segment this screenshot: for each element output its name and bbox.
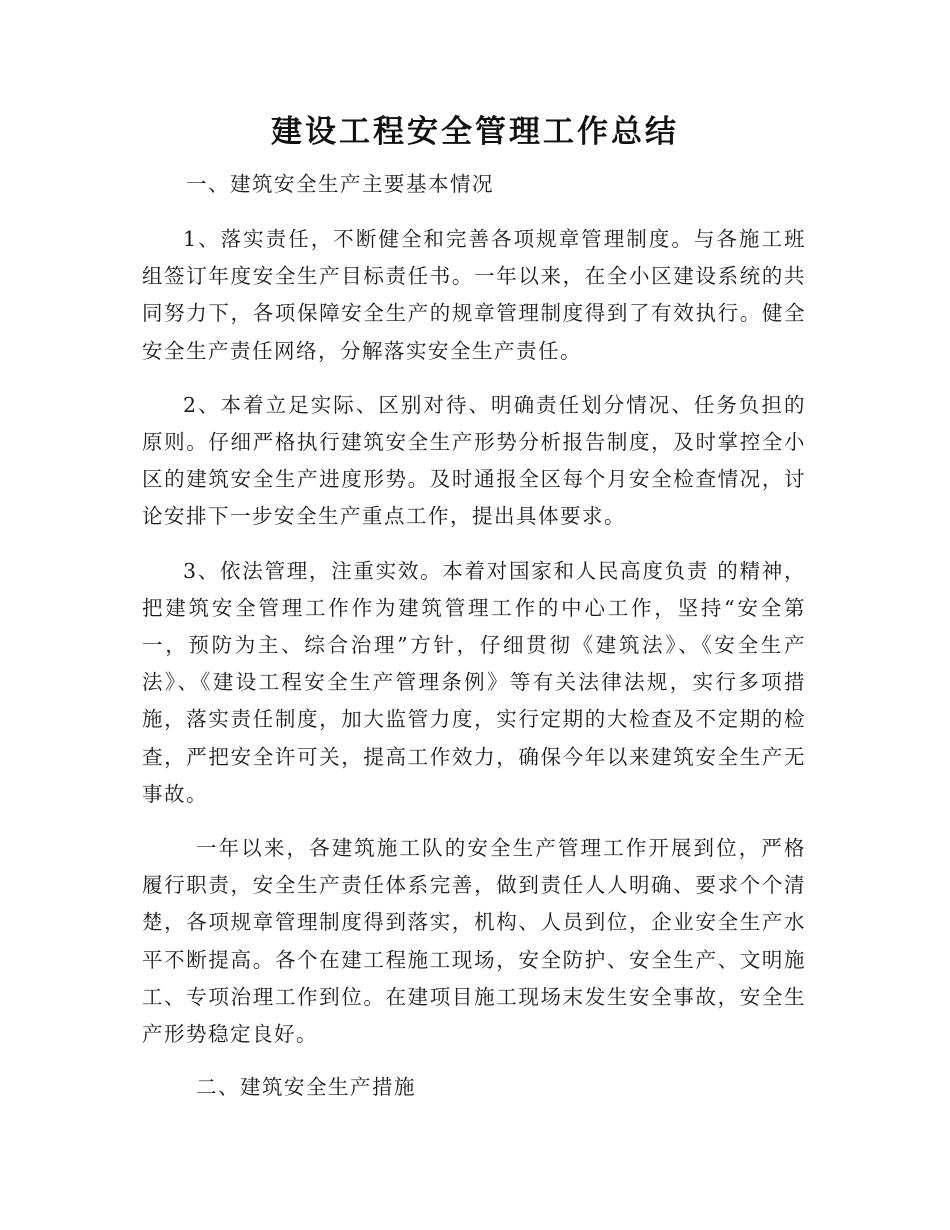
document-title: 建设工程安全管理工作总结 (271, 114, 679, 150)
paragraph-3: 3、依法管理，注重实效。本着对国家和人民高度负责 的精神，把建筑安全管理工作作为建筑管理工作的中心工作，坚持“安全第一，预防为主、综合治理”方针，仔细贯彻《建筑法》、《安全生产法》、《建设工程安全生产管理条例》等有关法律法规，实行多项措施，落实责任制度，加大监管力度，实行定期的大检查及不定期的检查，严把安全许可关，提高工作效力，确保今年以来建筑安全生产无事故。 (142, 558, 806, 806)
section-heading-2: 二、建筑安全生产措施 (196, 1075, 416, 1100)
section-heading-1: 一、建筑安全生产主要基本情况 (186, 172, 494, 196)
paragraph-4: 一年以来，各建筑施工队的安全生产管理工作开展到位，严格履行职责，安全生产责任体系完善，做到责任人人明确、要求个个清楚，各项规章管理制度得到落实，机构、人员到位，企业安全生产水平不断提高。各个在建工程施工现场，安全防护、安全生产、文明施工、专项治理工作到位。在建项目施工现场末发生安全事故，安全生产形势稳定良好。 (142, 836, 806, 1047)
document-body (142, 166, 806, 1106)
paragraph-2: 2、本着立足实际、区别对待、明确责任划分情况、任务负担的原则。仔细严格执行建筑安全生产形势分析报告制度，及时掌控全小区的建筑安全生产进度形势。及时通报全区每个月安全检查情况，讨论安排下一步安全生产重点工作，提出具体要求。 (142, 392, 806, 529)
paragraph-1: 1、落实责任，不断健全和完善各项规章管理制度。与各施工班组签订年度安全生产目标责任书。一年以来，在全小区建设系统的共同努力下，各项保障安全生产的规章管理制度得到了有效执行。健全安全生产责任网络，分解落实安全生产责任。 (142, 227, 806, 363)
